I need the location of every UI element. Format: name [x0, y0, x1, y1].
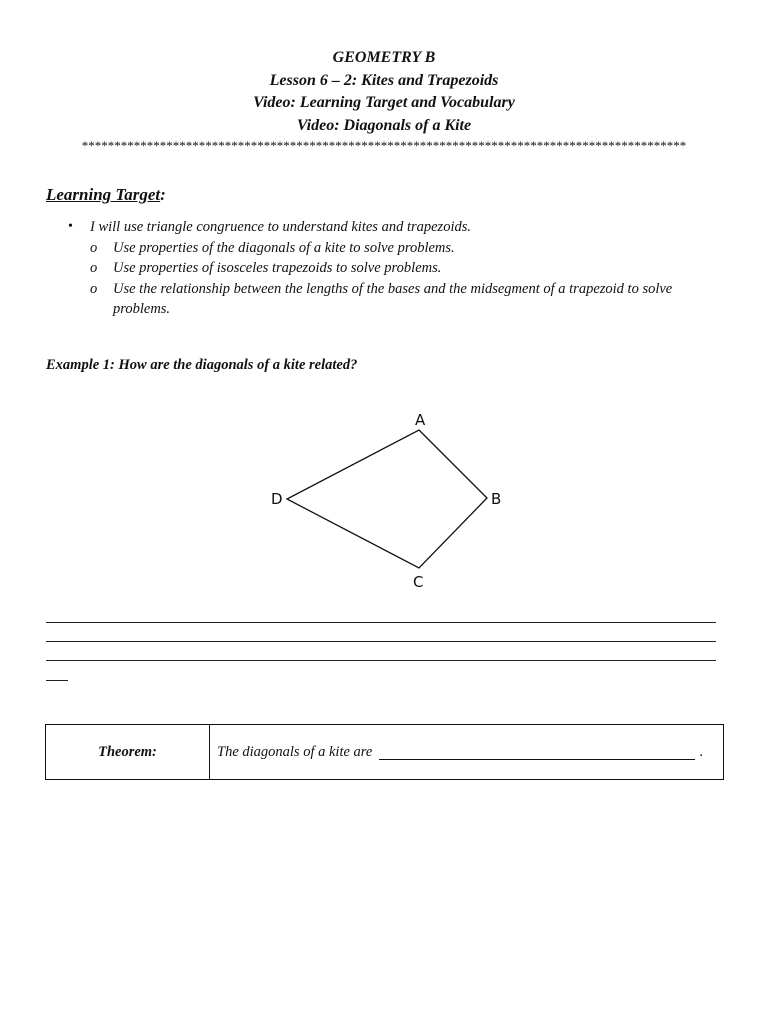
- video-title-2: Video: Diagonals of a Kite: [296, 116, 472, 134]
- kite-shape: [287, 430, 487, 568]
- learning-target-title: Learning Target: [46, 185, 161, 204]
- sub-bullet-icon: o: [90, 280, 98, 297]
- list-item: [46, 279, 706, 320]
- asterisk-separator: *********************************************************************************************: [81, 138, 687, 153]
- sub-item-text: Use properties of the diagonals of a kite to solve problems.: [113, 239, 455, 256]
- example-1-prompt: Example 1: How are the diagonals of a kite related?: [46, 357, 358, 373]
- learning-target-heading: [46, 185, 166, 205]
- answer-lines: [46, 622, 716, 679]
- sub-item-text: Use the relationship between the lengths of the bases and the midsegment of a trapezoid to solve problems.: [113, 280, 673, 317]
- answer-line[interactable]: [46, 660, 716, 661]
- sub-bullet-icon: o: [90, 239, 98, 256]
- learning-target-main: I will use triangle congruence to understand kites and trapezoids.: [90, 219, 471, 235]
- answer-line[interactable]: [46, 622, 716, 623]
- lesson-title: Lesson 6 – 2: Kites and Trapezoids: [269, 71, 499, 89]
- list-item: [46, 217, 706, 238]
- bullet-icon: •: [68, 219, 73, 234]
- answer-line-short[interactable]: [46, 680, 68, 681]
- theorem-box: [45, 724, 724, 780]
- theorem-statement-cell: [210, 725, 723, 779]
- sub-bullet-icon: o: [90, 260, 98, 276]
- course-title: GEOMETRY B: [332, 49, 436, 66]
- vertex-label-a: A: [415, 411, 426, 429]
- theorem-statement: The diagonals of a kite are: [217, 743, 373, 760]
- theorem-label: Theorem:: [46, 725, 210, 779]
- vertex-label-c: C: [413, 573, 424, 591]
- sub-item-text: Use properties of isosceles trapezoids to solve problems.: [113, 260, 442, 276]
- learning-target-colon: :: [160, 185, 166, 204]
- vertex-label-d: D: [271, 490, 283, 508]
- list-item: [46, 258, 706, 279]
- theorem-period: .: [699, 743, 703, 760]
- answer-line[interactable]: [46, 641, 716, 642]
- learning-target-list: [46, 217, 706, 320]
- kite-diagram: [0, 395, 768, 595]
- list-item: [46, 238, 706, 259]
- video-title-1: Video: Learning Target and Vocabulary: [253, 94, 515, 111]
- theorem-blank[interactable]: [379, 745, 695, 760]
- vertex-label-b: B: [491, 490, 502, 508]
- document-header: [0, 47, 768, 137]
